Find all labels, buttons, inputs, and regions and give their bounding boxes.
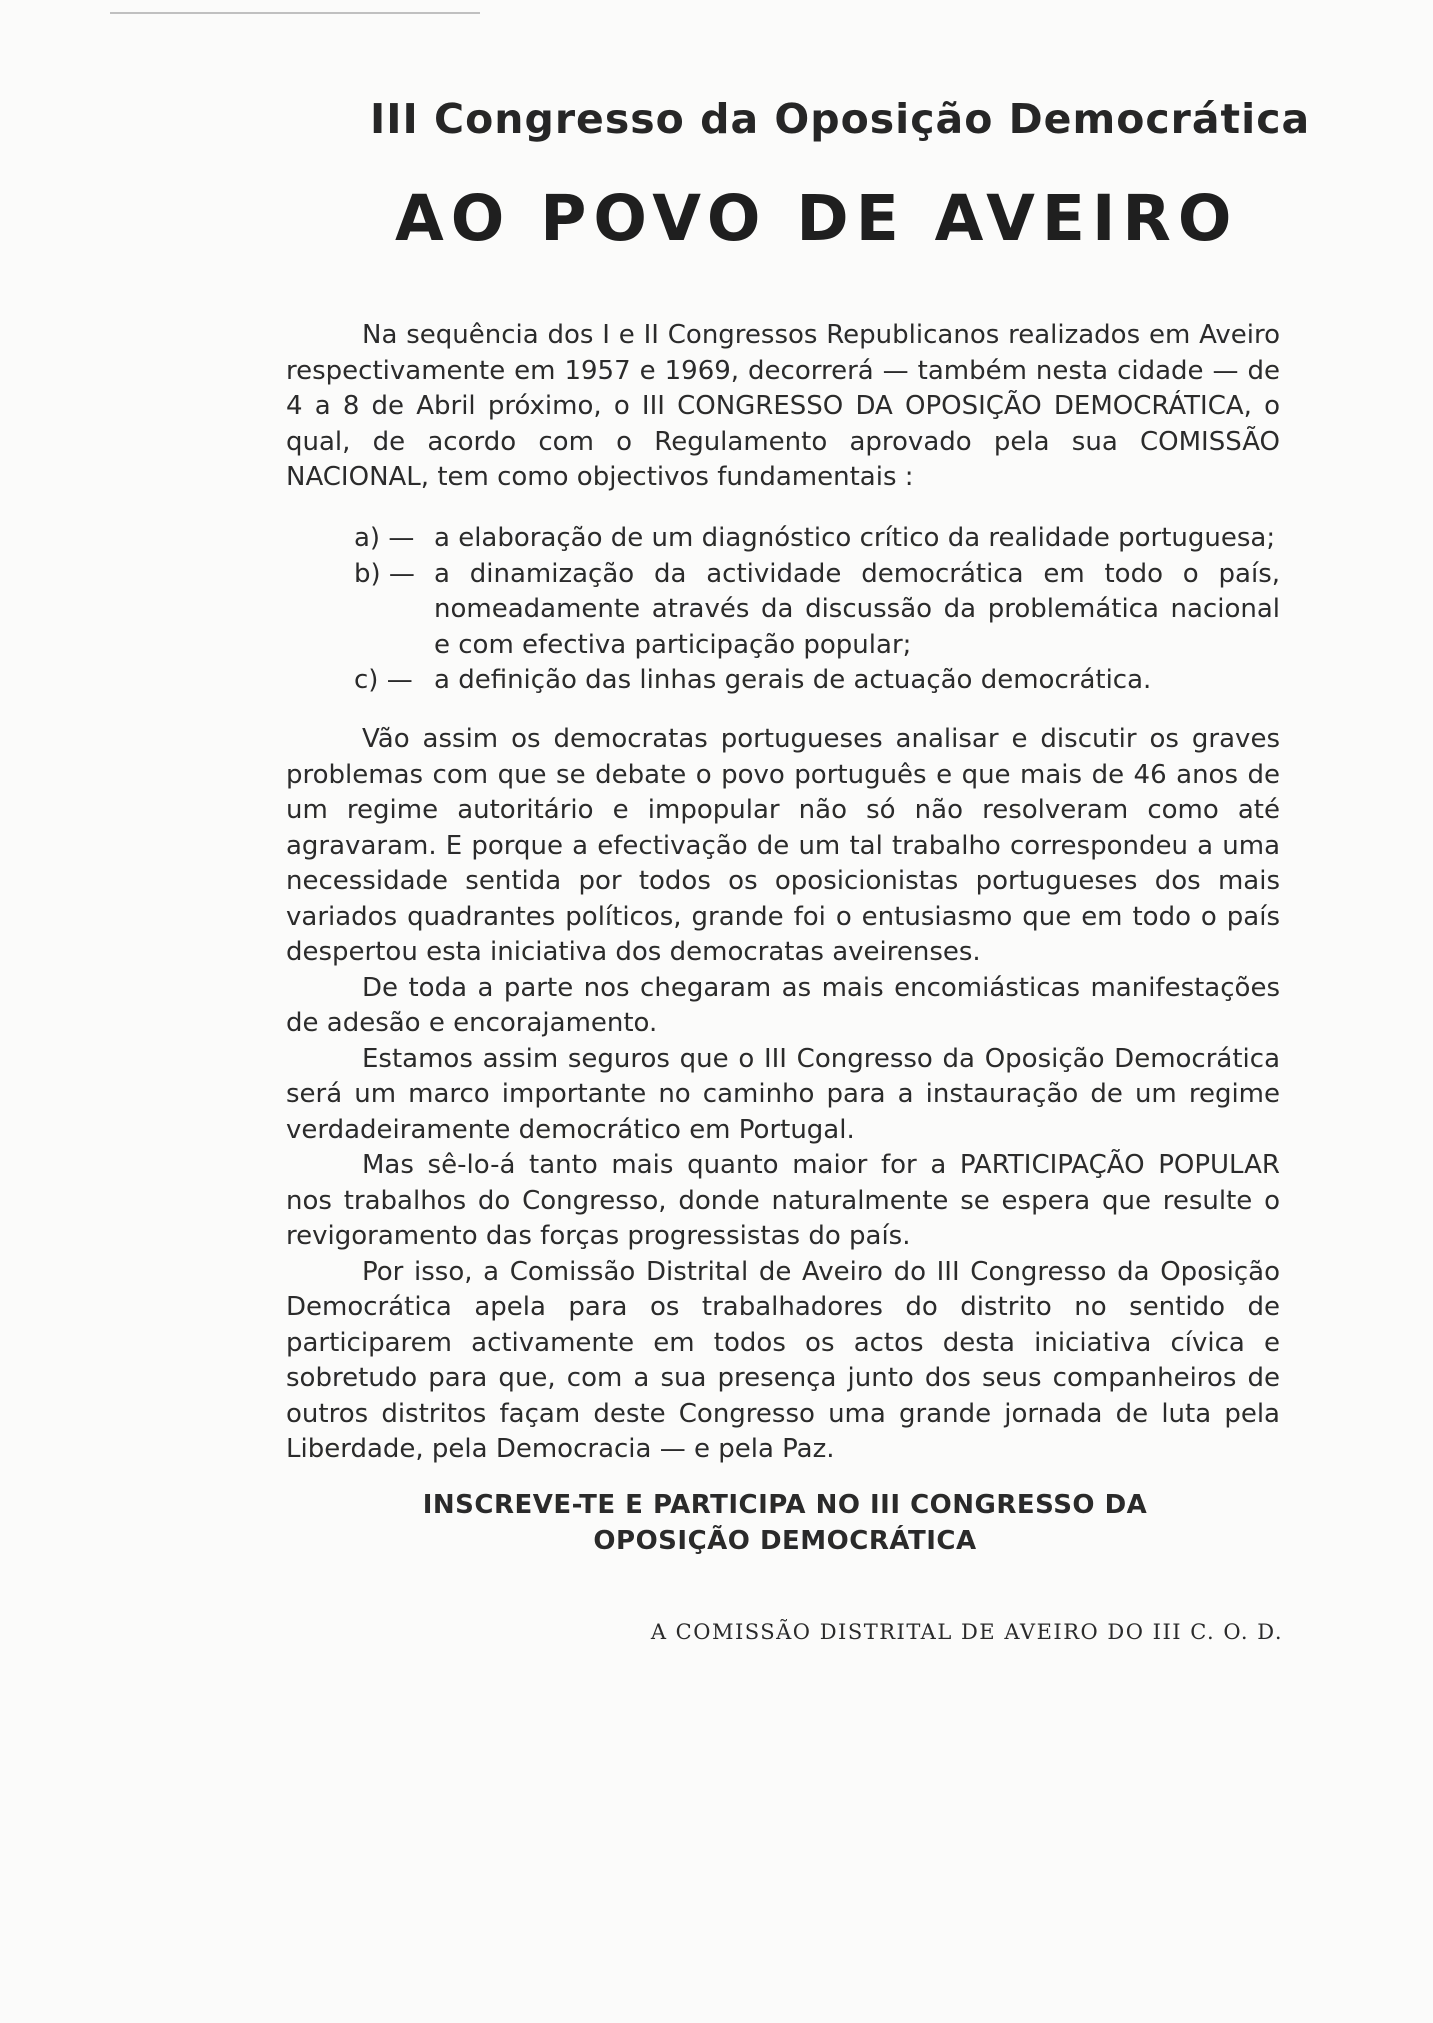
main-title: AO POVO DE AVEIRO [395, 182, 1239, 255]
objective-item-c [354, 663, 1280, 699]
objective-text: a definição das linhas gerais de actuação democrática. [434, 665, 1152, 695]
paragraph: Por isso, a Comissão Distrital de Aveiro do III Congresso da Oposição Democrática apela para os trabalhadores do distrito no sentido de participarem activamente em todos os actos desta iniciativa cívica e sobretudo para que, com a sua presença junto dos seus companheiros de outros distritos façam deste Congresso uma grande jornada de luta pela Liberdade, pela Democracia — e pela Paz. [286, 1256, 1280, 1464]
body-paragraphs [286, 722, 1280, 1468]
top-rule [110, 12, 480, 14]
objective-item-b [354, 557, 1280, 664]
congress-title: III Congresso da Oposição Democrática [370, 95, 1311, 143]
objective-text: a elaboração de um diagnóstico crítico da realidade portuguesa; [434, 523, 1276, 553]
objective-marker: b) — [354, 558, 415, 589]
call-to-action-line: OPOSIÇÃO DEMOCRÁTICA [593, 1526, 977, 1556]
paragraph: De toda a parte nos chegaram as mais encomiásticas manifestações de adesão e encorajamento. [286, 972, 1280, 1038]
objective-item-a [354, 521, 1280, 557]
paragraph: Mas sê-lo-á tanto mais quanto maior for a PARTICIPAÇÃO POPULAR nos trabalhos do Congresso, donde naturalmente se espera que resulte o revigoramento das forças progressistas do país. [286, 1150, 1280, 1251]
objectives-list [354, 521, 1280, 699]
objective-marker: a) — [354, 523, 415, 553]
objective-text: a dinamização da actividade democrática em todo o país, nomeadamente através da discussão da problemática nacional e com efectiva participação popular; [434, 558, 1280, 660]
intro-block [286, 318, 1280, 496]
paragraph: Vão assim os democratas portugueses analisar e discutir os graves problemas com que se debate o povo português e que mais de 46 anos de um regime autoritário e impopular não só não resolveram como até agravaram. E porque a efectivação de um tal trabalho correspondeu a uma necessidade sentida por todos os oposicionistas portugueses dos mais variados quadrantes políticos, grande foi o entusiasmo que em todo o país despertou esta iniciativa dos democratas aveirenses. [286, 724, 1280, 967]
objective-marker: c) — [354, 665, 413, 695]
call-to-action [360, 1487, 1210, 1559]
call-to-action-line: INSCREVE-TE E PARTICIPA NO III CONGRESSO DA [422, 1490, 1148, 1520]
paragraph: Estamos assim seguros que o III Congresso da Oposição Democrática será um marco importante no caminho para a instauração de um regime verdadeiramente democrático em Portugal. [286, 1043, 1280, 1145]
intro-paragraph: Na sequência dos I e II Congressos Republicanos realizados em Aveiro respectivamente em 1957 e 1969, decorrerá — também nesta cidade — de 4 a 8 de Abril próximo, o III CONGRESSO DA OPOSIÇÃO DEMOCRÁTICA, o qual, de acordo com o Regulamento aprovado pela sua COMISSÃO NACIONAL, tem como objectivos fundamentais : [286, 320, 1280, 492]
signature: A COMISSÃO DISTRITAL DE AVEIRO DO III C. O. D. [650, 1620, 1283, 1644]
